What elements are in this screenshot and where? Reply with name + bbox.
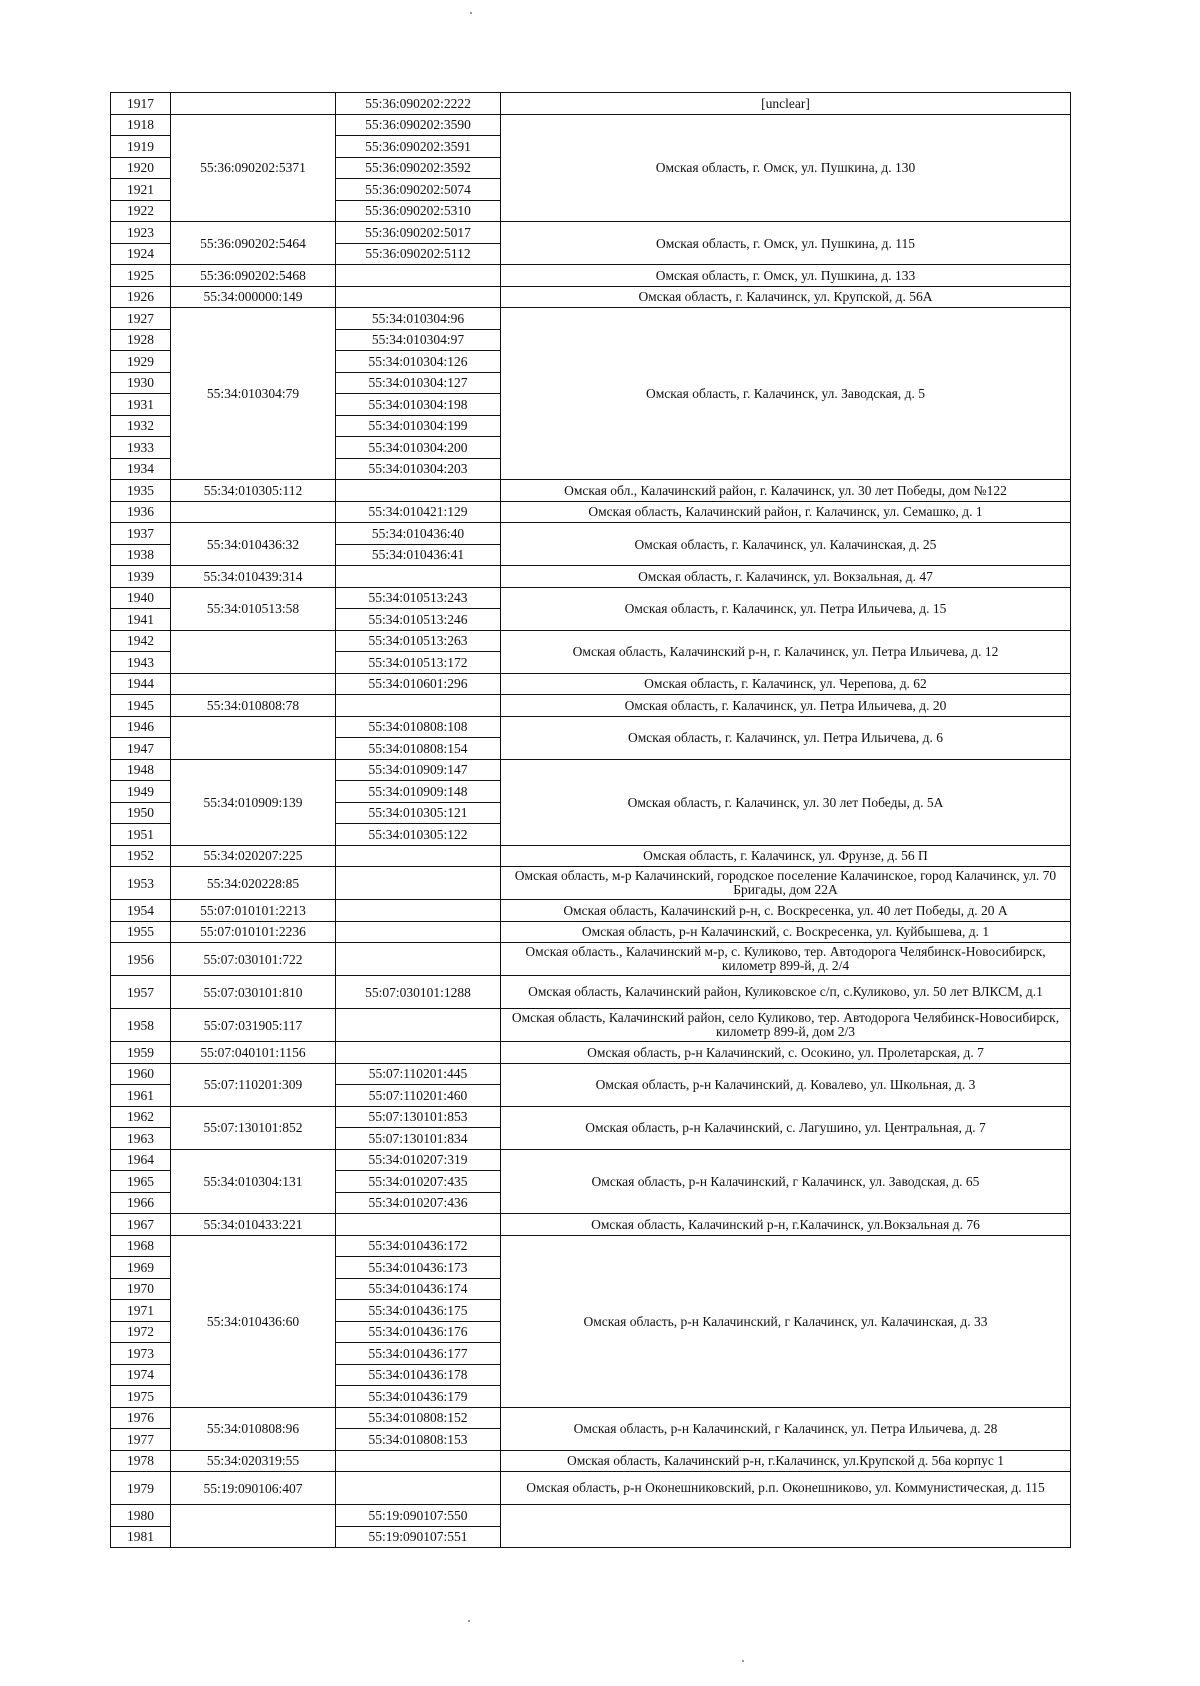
sub-cadastral-cell: 55:34:010909:147 (336, 759, 501, 781)
parent-cadastral-cell: 55:36:090202:5371 (171, 114, 336, 222)
row-number-cell: 1959 (111, 1042, 171, 1064)
row-number-cell: 1920 (111, 157, 171, 179)
address-cell: Омская обл., Калачинский район, г. Калачинск, ул. 30 лет Победы, дом №122 (501, 480, 1071, 502)
address-cell: Омская область, Калачинский р-н, г.Калачинск, ул.Крупской д. 56а корпус 1 (501, 1450, 1071, 1472)
sub-cadastral-cell (336, 943, 501, 976)
sub-cadastral-cell (336, 695, 501, 717)
row-number-cell: 1965 (111, 1171, 171, 1193)
parent-cadastral-cell (171, 93, 336, 115)
table-row (111, 1009, 1071, 1042)
table-row (111, 265, 1071, 287)
address-cell: [unclear] (501, 93, 1071, 115)
sub-cadastral-cell (336, 1214, 501, 1236)
row-number-cell: 1930 (111, 372, 171, 394)
row-number-cell: 1961 (111, 1085, 171, 1107)
address-cell: Омская область, р-н Калачинский, с. Лагушино, ул. Центральная, д. 7 (501, 1106, 1071, 1149)
sub-cadastral-cell: 55:36:090202:5112 (336, 243, 501, 265)
row-number-cell: 1973 (111, 1343, 171, 1365)
sub-cadastral-cell (336, 286, 501, 308)
parent-cadastral-cell: 55:34:000000:149 (171, 286, 336, 308)
row-number-cell: 1948 (111, 759, 171, 781)
sub-cadastral-cell (336, 1042, 501, 1064)
row-number-cell: 1974 (111, 1364, 171, 1386)
parent-cadastral-cell: 55:34:010436:32 (171, 523, 336, 566)
row-number-cell: 1924 (111, 243, 171, 265)
address-cell: Омская область, г. Калачинск, ул. Черепова, д. 62 (501, 673, 1071, 695)
row-number-cell: 1963 (111, 1128, 171, 1150)
row-number-cell: 1936 (111, 501, 171, 523)
table-row (111, 1472, 1071, 1505)
sub-cadastral-cell: 55:34:010421:129 (336, 501, 501, 523)
row-number-cell: 1945 (111, 695, 171, 717)
address-cell: Омская область, г. Калачинск, ул. Фрунзе, д. 56 П (501, 845, 1071, 867)
sub-cadastral-cell: 55:34:010808:152 (336, 1407, 501, 1429)
row-number-cell: 1960 (111, 1063, 171, 1085)
sub-cadastral-cell: 55:34:010304:199 (336, 415, 501, 437)
address-cell: Омская область, Калачинский р-н, г. Калачинск, ул. Петра Ильичева, д. 12 (501, 630, 1071, 673)
sub-cadastral-cell: 55:34:010436:177 (336, 1343, 501, 1365)
row-number-cell: 1966 (111, 1192, 171, 1214)
sub-cadastral-cell: 55:34:010513:243 (336, 587, 501, 609)
address-cell: Омская область, Калачинский район, г. Калачинск, ул. Семашко, д. 1 (501, 501, 1071, 523)
row-number-cell: 1928 (111, 329, 171, 351)
row-number-cell: 1972 (111, 1321, 171, 1343)
row-number-cell: 1919 (111, 136, 171, 158)
row-number-cell: 1923 (111, 222, 171, 244)
sub-cadastral-cell: 55:34:010207:319 (336, 1149, 501, 1171)
address-cell: Омская область., Калачинский м-р, с. Куликово, тер. Автодорога Челябинск-Новосибирск, километр 899-й, д. 2/4 (501, 943, 1071, 976)
row-number-cell: 1946 (111, 716, 171, 738)
table-row (111, 716, 1071, 738)
sub-cadastral-cell (336, 867, 501, 900)
address-cell: Омская область, м-р Калачинский, городское поселение Калачинское, город Калачинск, ул. 70 Бригады, дом 22А (501, 867, 1071, 900)
table-row (111, 976, 1071, 1009)
row-number-cell: 1940 (111, 587, 171, 609)
table-row (111, 1214, 1071, 1236)
address-cell: Омская область, г. Калачинск, ул. Заводская, д. 5 (501, 308, 1071, 480)
address-cell: Омская область, Калачинский район, село Куликово, тер. Автодорога Челябинск-Новосибирск, километр 899-й, дом 2/3 (501, 1009, 1071, 1042)
row-number-cell: 1935 (111, 480, 171, 502)
address-cell: Омская область, Калачинский р-н, с. Воскресенка, ул. 40 лет Победы, д. 20 А (501, 900, 1071, 922)
table-row (111, 566, 1071, 588)
sub-cadastral-cell: 55:36:090202:3590 (336, 114, 501, 136)
address-cell: Омская область, г. Калачинск, ул. Петра Ильичева, д. 15 (501, 587, 1071, 630)
parent-cadastral-cell: 55:34:020228:85 (171, 867, 336, 900)
parent-cadastral-cell: 55:07:030101:810 (171, 976, 336, 1009)
row-number-cell: 1951 (111, 824, 171, 846)
sub-cadastral-cell: 55:36:090202:5074 (336, 179, 501, 201)
parent-cadastral-cell (171, 630, 336, 673)
table-row (111, 286, 1071, 308)
sub-cadastral-cell: 55:34:010436:173 (336, 1257, 501, 1279)
parent-cadastral-cell: 55:34:010436:60 (171, 1235, 336, 1407)
table-row (111, 759, 1071, 781)
address-cell: Омская область, г. Калачинск, ул. Крупской, д. 56А (501, 286, 1071, 308)
sub-cadastral-cell: 55:19:090107:550 (336, 1505, 501, 1527)
sub-cadastral-cell (336, 921, 501, 943)
sub-cadastral-cell: 55:34:010436:175 (336, 1300, 501, 1322)
row-number-cell: 1942 (111, 630, 171, 652)
address-cell: Омская область, г. Калачинск, ул. Вокзальная, д. 47 (501, 566, 1071, 588)
sub-cadastral-cell: 55:34:010808:108 (336, 716, 501, 738)
sub-cadastral-cell: 55:34:010513:172 (336, 652, 501, 674)
scan-speck (470, 12, 472, 14)
parent-cadastral-cell: 55:07:010101:2236 (171, 921, 336, 943)
row-number-cell: 1931 (111, 394, 171, 416)
parent-cadastral-cell: 55:34:010808:96 (171, 1407, 336, 1450)
parent-cadastral-cell: 55:34:010433:221 (171, 1214, 336, 1236)
parent-cadastral-cell: 55:36:090202:5464 (171, 222, 336, 265)
address-cell: Омская область, г. Калачинск, ул. Петра Ильичева, д. 20 (501, 695, 1071, 717)
row-number-cell: 1968 (111, 1235, 171, 1257)
row-number-cell: 1955 (111, 921, 171, 943)
row-number-cell: 1979 (111, 1472, 171, 1505)
row-number-cell: 1967 (111, 1214, 171, 1236)
sub-cadastral-cell: 55:36:090202:2222 (336, 93, 501, 115)
table-row (111, 523, 1071, 545)
sub-cadastral-cell: 55:36:090202:3591 (336, 136, 501, 158)
parent-cadastral-cell: 55:34:010808:78 (171, 695, 336, 717)
row-number-cell: 1938 (111, 544, 171, 566)
sub-cadastral-cell: 55:07:110201:460 (336, 1085, 501, 1107)
parent-cadastral-cell: 55:34:020207:225 (171, 845, 336, 867)
scan-speck (468, 1620, 470, 1622)
row-number-cell: 1933 (111, 437, 171, 459)
parent-cadastral-cell: 55:34:010305:112 (171, 480, 336, 502)
sub-cadastral-cell: 55:34:010305:121 (336, 802, 501, 824)
row-number-cell: 1918 (111, 114, 171, 136)
sub-cadastral-cell: 55:34:010436:40 (336, 523, 501, 545)
table-row (111, 1235, 1071, 1257)
parent-cadastral-cell: 55:07:110201:309 (171, 1063, 336, 1106)
row-number-cell: 1941 (111, 609, 171, 631)
sub-cadastral-cell (336, 1472, 501, 1505)
table-row (111, 845, 1071, 867)
sub-cadastral-cell: 55:34:010808:154 (336, 738, 501, 760)
row-number-cell: 1980 (111, 1505, 171, 1527)
row-number-cell: 1929 (111, 351, 171, 373)
sub-cadastral-cell: 55:07:110201:445 (336, 1063, 501, 1085)
sub-cadastral-cell: 55:19:090107:551 (336, 1526, 501, 1548)
sub-cadastral-cell: 55:07:130101:834 (336, 1128, 501, 1150)
row-number-cell: 1975 (111, 1386, 171, 1408)
row-number-cell: 1976 (111, 1407, 171, 1429)
row-number-cell: 1970 (111, 1278, 171, 1300)
sub-cadastral-cell: 55:34:010207:435 (336, 1171, 501, 1193)
sub-cadastral-cell: 55:36:090202:5017 (336, 222, 501, 244)
row-number-cell: 1978 (111, 1450, 171, 1472)
table-row (111, 673, 1071, 695)
sub-cadastral-cell: 55:34:010909:148 (336, 781, 501, 803)
parent-cadastral-cell: 55:34:010304:131 (171, 1149, 336, 1214)
sub-cadastral-cell: 55:34:010436:41 (336, 544, 501, 566)
registry-table-body (111, 93, 1071, 1548)
sub-cadastral-cell: 55:34:010436:178 (336, 1364, 501, 1386)
sub-cadastral-cell (336, 845, 501, 867)
table-row (111, 695, 1071, 717)
address-cell: Омская область, г. Омск, ул. Пушкина, д. 115 (501, 222, 1071, 265)
sub-cadastral-cell: 55:36:090202:5310 (336, 200, 501, 222)
row-number-cell: 1937 (111, 523, 171, 545)
table-row (111, 1042, 1071, 1064)
sub-cadastral-cell: 55:34:010304:203 (336, 458, 501, 480)
table-row (111, 501, 1071, 523)
address-cell: Омская область, Калачинский район, Куликовское с/п, с.Куликово, ул. 50 лет ВЛКСМ, д.1 (501, 976, 1071, 1009)
sub-cadastral-cell (336, 480, 501, 502)
sub-cadastral-cell: 55:34:010436:172 (336, 1235, 501, 1257)
sub-cadastral-cell: 55:34:010304:198 (336, 394, 501, 416)
address-cell: Омская область, г. Омск, ул. Пушкина, д. 133 (501, 265, 1071, 287)
row-number-cell: 1977 (111, 1429, 171, 1451)
parent-cadastral-cell: 55:07:010101:2213 (171, 900, 336, 922)
sub-cadastral-cell: 55:34:010601:296 (336, 673, 501, 695)
address-cell (501, 1505, 1071, 1548)
address-cell: Омская область, р-н Калачинский, с. Воскресенка, ул. Куйбышева, д. 1 (501, 921, 1071, 943)
address-cell: Омская область, р-н Калачинский, г Калачинск, ул. Петра Ильичева, д. 28 (501, 1407, 1071, 1450)
sub-cadastral-cell: 55:34:010304:97 (336, 329, 501, 351)
address-cell: Омская область, г. Калачинск, ул. Калачинская, д. 25 (501, 523, 1071, 566)
parent-cadastral-cell: 55:07:040101:1156 (171, 1042, 336, 1064)
row-number-cell: 1952 (111, 845, 171, 867)
sub-cadastral-cell: 55:34:010808:153 (336, 1429, 501, 1451)
parent-cadastral-cell (171, 673, 336, 695)
sub-cadastral-cell (336, 1009, 501, 1042)
parent-cadastral-cell: 55:34:020319:55 (171, 1450, 336, 1472)
sub-cadastral-cell: 55:34:010436:176 (336, 1321, 501, 1343)
table-row (111, 587, 1071, 609)
sub-cadastral-cell (336, 265, 501, 287)
table-row (111, 480, 1071, 502)
table-row (111, 308, 1071, 330)
table-row (111, 630, 1071, 652)
row-number-cell: 1925 (111, 265, 171, 287)
parent-cadastral-cell (171, 716, 336, 759)
row-number-cell: 1927 (111, 308, 171, 330)
parent-cadastral-cell (171, 1505, 336, 1548)
row-number-cell: 1956 (111, 943, 171, 976)
row-number-cell: 1981 (111, 1526, 171, 1548)
sub-cadastral-cell: 55:34:010304:126 (336, 351, 501, 373)
row-number-cell: 1950 (111, 802, 171, 824)
address-cell: Омская область, Калачинский р-н, г.Калачинск, ул.Вокзальная д. 76 (501, 1214, 1071, 1236)
table-row (111, 1106, 1071, 1128)
sub-cadastral-cell: 55:34:010304:127 (336, 372, 501, 394)
row-number-cell: 1947 (111, 738, 171, 760)
row-number-cell: 1922 (111, 200, 171, 222)
sub-cadastral-cell: 55:07:130101:853 (336, 1106, 501, 1128)
sub-cadastral-cell: 55:34:010436:174 (336, 1278, 501, 1300)
parent-cadastral-cell (171, 501, 336, 523)
sub-cadastral-cell: 55:34:010513:263 (336, 630, 501, 652)
row-number-cell: 1962 (111, 1106, 171, 1128)
sub-cadastral-cell: 55:34:010305:122 (336, 824, 501, 846)
row-number-cell: 1939 (111, 566, 171, 588)
table-row (111, 921, 1071, 943)
table-row (111, 1407, 1071, 1429)
address-cell: Омская область, г. Омск, ул. Пушкина, д. 130 (501, 114, 1071, 222)
row-number-cell: 1921 (111, 179, 171, 201)
parent-cadastral-cell: 55:07:130101:852 (171, 1106, 336, 1149)
table-row (111, 943, 1071, 976)
table-row (111, 1450, 1071, 1472)
address-cell: Омская область, р-н Калачинский, г Калачинск, ул. Заводская, д. 65 (501, 1149, 1071, 1214)
row-number-cell: 1964 (111, 1149, 171, 1171)
row-number-cell: 1917 (111, 93, 171, 115)
parent-cadastral-cell: 55:36:090202:5468 (171, 265, 336, 287)
row-number-cell: 1944 (111, 673, 171, 695)
sub-cadastral-cell: 55:34:010304:200 (336, 437, 501, 459)
table-row (111, 867, 1071, 900)
sub-cadastral-cell: 55:36:090202:3592 (336, 157, 501, 179)
sub-cadastral-cell (336, 566, 501, 588)
parent-cadastral-cell: 55:19:090106:407 (171, 1472, 336, 1505)
row-number-cell: 1949 (111, 781, 171, 803)
table-row (111, 222, 1071, 244)
table-row (111, 114, 1071, 136)
address-cell: Омская область, р-н Калачинский, с. Осокино, ул. Пролетарская, д. 7 (501, 1042, 1071, 1064)
row-number-cell: 1926 (111, 286, 171, 308)
parent-cadastral-cell: 55:34:010513:58 (171, 587, 336, 630)
row-number-cell: 1969 (111, 1257, 171, 1279)
sub-cadastral-cell: 55:34:010436:179 (336, 1386, 501, 1408)
table-row (111, 93, 1071, 115)
row-number-cell: 1953 (111, 867, 171, 900)
sub-cadastral-cell: 55:34:010304:96 (336, 308, 501, 330)
parent-cadastral-cell: 55:34:010439:314 (171, 566, 336, 588)
row-number-cell: 1954 (111, 900, 171, 922)
parent-cadastral-cell: 55:34:010304:79 (171, 308, 336, 480)
row-number-cell: 1932 (111, 415, 171, 437)
sub-cadastral-cell: 55:07:030101:1288 (336, 976, 501, 1009)
address-cell: Омская область, г. Калачинск, ул. Петра Ильичева, д. 6 (501, 716, 1071, 759)
parent-cadastral-cell: 55:07:030101:722 (171, 943, 336, 976)
sub-cadastral-cell: 55:34:010207:436 (336, 1192, 501, 1214)
address-cell: Омская область, р-н Оконешниковский, р.п. Оконешниково, ул. Коммунистическая, д. 115 (501, 1472, 1071, 1505)
scan-speck (742, 1660, 744, 1662)
table-row (111, 900, 1071, 922)
table-row (111, 1505, 1071, 1527)
sub-cadastral-cell (336, 900, 501, 922)
row-number-cell: 1957 (111, 976, 171, 1009)
table-row (111, 1149, 1071, 1171)
sub-cadastral-cell: 55:34:010513:246 (336, 609, 501, 631)
parent-cadastral-cell: 55:07:031905:117 (171, 1009, 336, 1042)
address-cell: Омская область, г. Калачинск, ул. 30 лет Победы, д. 5А (501, 759, 1071, 845)
sub-cadastral-cell (336, 1450, 501, 1472)
address-cell: Омская область, р-н Калачинский, д. Ковалево, ул. Школьная, д. 3 (501, 1063, 1071, 1106)
registry-table (110, 92, 1071, 1548)
row-number-cell: 1958 (111, 1009, 171, 1042)
row-number-cell: 1934 (111, 458, 171, 480)
row-number-cell: 1971 (111, 1300, 171, 1322)
parent-cadastral-cell: 55:34:010909:139 (171, 759, 336, 845)
table-row (111, 1063, 1071, 1085)
row-number-cell: 1943 (111, 652, 171, 674)
address-cell: Омская область, р-н Калачинский, г Калачинск, ул. Калачинская, д. 33 (501, 1235, 1071, 1407)
